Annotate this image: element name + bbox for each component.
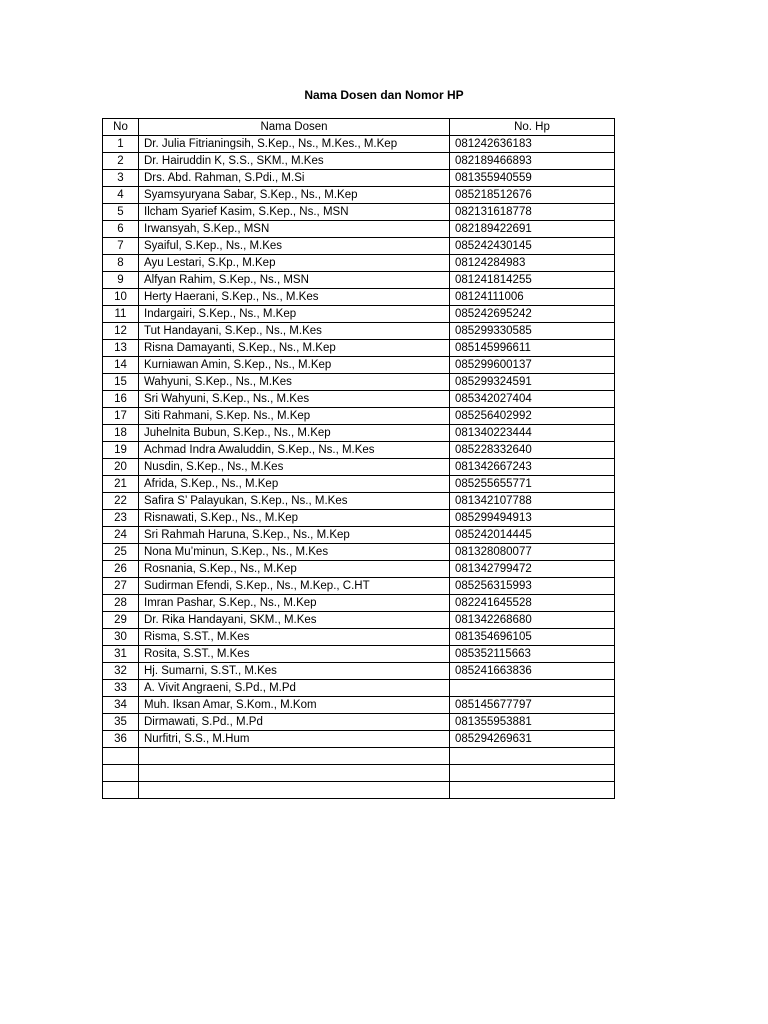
phone-number-cell: 082189466893 <box>450 153 615 170</box>
table-row <box>103 510 615 527</box>
lecturer-name-cell: Nurfitri, S.S., M.Hum <box>139 731 450 748</box>
phone-number-cell: 082189422691 <box>450 221 615 238</box>
table-header-row <box>103 119 615 136</box>
row-number-cell: 23 <box>103 510 139 527</box>
table-row <box>103 646 615 663</box>
table-row <box>103 323 615 340</box>
lecturer-name-cell: Safira S’ Palayukan, S.Kep., Ns., M.Kes <box>139 493 450 510</box>
row-number-cell: 17 <box>103 408 139 425</box>
phone-number-cell: 085299324591 <box>450 374 615 391</box>
table-row <box>103 527 615 544</box>
phone-number-cell: 085352115663 <box>450 646 615 663</box>
table-row <box>103 255 615 272</box>
lecturer-name-cell: Risnawati, S.Kep., Ns., M.Kep <box>139 510 450 527</box>
table-row <box>103 663 615 680</box>
table-row <box>103 357 615 374</box>
lecturer-name-cell: Sudirman Efendi, S.Kep., Ns., M.Kep., C.HT <box>139 578 450 595</box>
lecturer-name-cell: Sri Rahmah Haruna, S.Kep., Ns., M.Kep <box>139 527 450 544</box>
lecturer-name-cell: Hj. Sumarni, S.ST., M.Kes <box>139 663 450 680</box>
table-row <box>103 221 615 238</box>
phone-number-cell: 085145996611 <box>450 340 615 357</box>
row-number-cell: 35 <box>103 714 139 731</box>
table-row <box>103 731 615 748</box>
table-row <box>103 782 615 799</box>
phone-number-cell: 085242695242 <box>450 306 615 323</box>
row-number-cell: 22 <box>103 493 139 510</box>
phone-number-cell: 085294269631 <box>450 731 615 748</box>
lecturer-name-cell <box>139 782 450 799</box>
phone-number-cell <box>450 782 615 799</box>
lecturer-name-cell: Syaiful, S.Kep., Ns., M.Kes <box>139 238 450 255</box>
lecturer-name-cell: Risma, S.ST., M.Kes <box>139 629 450 646</box>
phone-number-cell <box>450 680 615 697</box>
row-number-cell: 25 <box>103 544 139 561</box>
table-row <box>103 306 615 323</box>
lecturer-name-cell: Wahyuni, S.Kep., Ns., M.Kes <box>139 374 450 391</box>
phone-number-cell: 085342027404 <box>450 391 615 408</box>
lecturer-name-cell: Alfyan Rahim, S.Kep., Ns., MSN <box>139 272 450 289</box>
lecturer-name-cell: Siti Rahmani, S.Kep. Ns., M.Kep <box>139 408 450 425</box>
lecturer-name-cell: Imran Pashar, S.Kep., Ns., M.Kep <box>139 595 450 612</box>
row-number-cell <box>103 782 139 799</box>
row-number-cell: 20 <box>103 459 139 476</box>
table-row <box>103 374 615 391</box>
lecturer-name-cell: Tut Handayani, S.Kep., Ns., M.Kes <box>139 323 450 340</box>
table-row <box>103 289 615 306</box>
lecturer-name-cell: Dr. Julia Fitrianingsih, S.Kep., Ns., M.Kes., M.Kep <box>139 136 450 153</box>
table-row <box>103 408 615 425</box>
table-row <box>103 204 615 221</box>
lecturer-name-cell: Muh. Iksan Amar, S.Kom., M.Kom <box>139 697 450 714</box>
phone-number-cell: 081342107788 <box>450 493 615 510</box>
row-number-cell: 31 <box>103 646 139 663</box>
row-number-cell: 36 <box>103 731 139 748</box>
phone-number-cell: 082241645528 <box>450 595 615 612</box>
table-row <box>103 680 615 697</box>
phone-number-cell: 081242636183 <box>450 136 615 153</box>
phone-number-cell: 081354696105 <box>450 629 615 646</box>
phone-number-cell: 085256315993 <box>450 578 615 595</box>
lecturer-name-cell: Dirmawati, S.Pd., M.Pd <box>139 714 450 731</box>
row-number-cell: 28 <box>103 595 139 612</box>
row-number-cell: 4 <box>103 187 139 204</box>
lecturer-name-cell: Rosita, S.ST., M.Kes <box>139 646 450 663</box>
table-row <box>103 391 615 408</box>
lecturer-name-cell: Nusdin, S.Kep., Ns., M.Kes <box>139 459 450 476</box>
row-number-cell: 13 <box>103 340 139 357</box>
phone-number-cell: 085299600137 <box>450 357 615 374</box>
phone-number-cell: 085256402992 <box>450 408 615 425</box>
phone-number-cell: 081355953881 <box>450 714 615 731</box>
page-title: Nama Dosen dan Nomor HP <box>304 88 464 102</box>
row-number-cell: 8 <box>103 255 139 272</box>
table-row <box>103 153 615 170</box>
lecturer-name-cell: Irwansyah, S.Kep., MSN <box>139 221 450 238</box>
phone-number-cell: 081342799472 <box>450 561 615 578</box>
table-row <box>103 170 615 187</box>
phone-number-cell: 085299330585 <box>450 323 615 340</box>
lecturer-name-cell: Juhelnita Bubun, S.Kep., Ns., M.Kep <box>139 425 450 442</box>
phone-number-cell: 085241663836 <box>450 663 615 680</box>
phone-number-cell: 085299494913 <box>450 510 615 527</box>
lecturer-name-cell: Afrida, S.Kep., Ns., M.Kep <box>139 476 450 493</box>
table-row <box>103 272 615 289</box>
lecturer-name-cell: Sri Wahyuni, S.Kep., Ns., M.Kes <box>139 391 450 408</box>
row-number-cell: 5 <box>103 204 139 221</box>
table-row <box>103 442 615 459</box>
phone-number-cell: 081340223444 <box>450 425 615 442</box>
row-number-cell: 33 <box>103 680 139 697</box>
phone-number-cell <box>450 765 615 782</box>
lecturer-name-cell: A. Vivit Angraeni, S.Pd., M.Pd <box>139 680 450 697</box>
row-number-cell: 26 <box>103 561 139 578</box>
phone-number-cell: 081355940559 <box>450 170 615 187</box>
row-number-cell: 1 <box>103 136 139 153</box>
table-row <box>103 595 615 612</box>
table-row <box>103 459 615 476</box>
row-number-cell: 27 <box>103 578 139 595</box>
phone-number-cell: 081328080077 <box>450 544 615 561</box>
row-number-cell: 7 <box>103 238 139 255</box>
table-row <box>103 425 615 442</box>
row-number-cell: 21 <box>103 476 139 493</box>
table-row <box>103 629 615 646</box>
lecturer-table <box>102 118 615 799</box>
table-row <box>103 238 615 255</box>
lecturer-name-cell: Dr. Hairuddin K, S.S., SKM., M.Kes <box>139 153 450 170</box>
table-row <box>103 578 615 595</box>
table-row <box>103 493 615 510</box>
phone-number-cell: 085242430145 <box>450 238 615 255</box>
lecturer-name-cell: Dr. Rika Handayani, SKM., M.Kes <box>139 612 450 629</box>
row-number-cell <box>103 765 139 782</box>
phone-number-cell: 085255655771 <box>450 476 615 493</box>
row-number-cell: 11 <box>103 306 139 323</box>
row-number-cell: 32 <box>103 663 139 680</box>
table-row <box>103 476 615 493</box>
row-number-cell: 19 <box>103 442 139 459</box>
table-row <box>103 765 615 782</box>
row-number-cell: 6 <box>103 221 139 238</box>
row-number-cell: 15 <box>103 374 139 391</box>
row-number-cell: 34 <box>103 697 139 714</box>
header-no: No <box>103 119 139 136</box>
table-row <box>103 714 615 731</box>
lecturer-name-cell: Nona Mu’minun, S.Kep., Ns., M.Kes <box>139 544 450 561</box>
row-number-cell: 10 <box>103 289 139 306</box>
table-row <box>103 697 615 714</box>
phone-number-cell: 081241814255 <box>450 272 615 289</box>
lecturer-name-cell: Ayu Lestari, S.Kp., M.Kep <box>139 255 450 272</box>
phone-number-cell: 085145677797 <box>450 697 615 714</box>
phone-number-cell: 08124111006 <box>450 289 615 306</box>
phone-number-cell: 081342667243 <box>450 459 615 476</box>
header-phone: No. Hp <box>450 119 615 136</box>
phone-number-cell: 082131618778 <box>450 204 615 221</box>
table-row <box>103 136 615 153</box>
table-row <box>103 561 615 578</box>
table-row <box>103 187 615 204</box>
phone-number-cell: 085228332640 <box>450 442 615 459</box>
header-name: Nama Dosen <box>139 119 450 136</box>
row-number-cell: 12 <box>103 323 139 340</box>
row-number-cell: 24 <box>103 527 139 544</box>
row-number-cell: 30 <box>103 629 139 646</box>
row-number-cell: 2 <box>103 153 139 170</box>
lecturer-name-cell: Syamsyuryana Sabar, S.Kep., Ns., M.Kep <box>139 187 450 204</box>
table-body <box>103 136 615 799</box>
lecturer-name-cell <box>139 748 450 765</box>
lecturer-name-cell: Drs. Abd. Rahman, S.Pdi., M.Si <box>139 170 450 187</box>
lecturer-name-cell: Rosnania, S.Kep., Ns., M.Kep <box>139 561 450 578</box>
row-number-cell: 18 <box>103 425 139 442</box>
table-row <box>103 612 615 629</box>
phone-number-cell: 08124284983 <box>450 255 615 272</box>
phone-number-cell: 081342268680 <box>450 612 615 629</box>
lecturer-name-cell: Kurniawan Amin, S.Kep., Ns., M.Kep <box>139 357 450 374</box>
phone-number-cell <box>450 748 615 765</box>
table-row <box>103 544 615 561</box>
phone-number-cell: 085242014445 <box>450 527 615 544</box>
lecturer-name-cell: Risna Damayanti, S.Kep., Ns., M.Kep <box>139 340 450 357</box>
row-number-cell <box>103 748 139 765</box>
row-number-cell: 3 <box>103 170 139 187</box>
lecturer-name-cell: Ilcham Syarief Kasim, S.Kep., Ns., MSN <box>139 204 450 221</box>
row-number-cell: 29 <box>103 612 139 629</box>
row-number-cell: 16 <box>103 391 139 408</box>
table-row <box>103 340 615 357</box>
table-row <box>103 748 615 765</box>
lecturer-name-cell: Herty Haerani, S.Kep., Ns., M.Kes <box>139 289 450 306</box>
lecturer-name-cell <box>139 765 450 782</box>
row-number-cell: 9 <box>103 272 139 289</box>
lecturer-name-cell: Achmad Indra Awaluddin, S.Kep., Ns., M.Kes <box>139 442 450 459</box>
row-number-cell: 14 <box>103 357 139 374</box>
phone-number-cell: 085218512676 <box>450 187 615 204</box>
lecturer-name-cell: Indargairi, S.Kep., Ns., M.Kep <box>139 306 450 323</box>
